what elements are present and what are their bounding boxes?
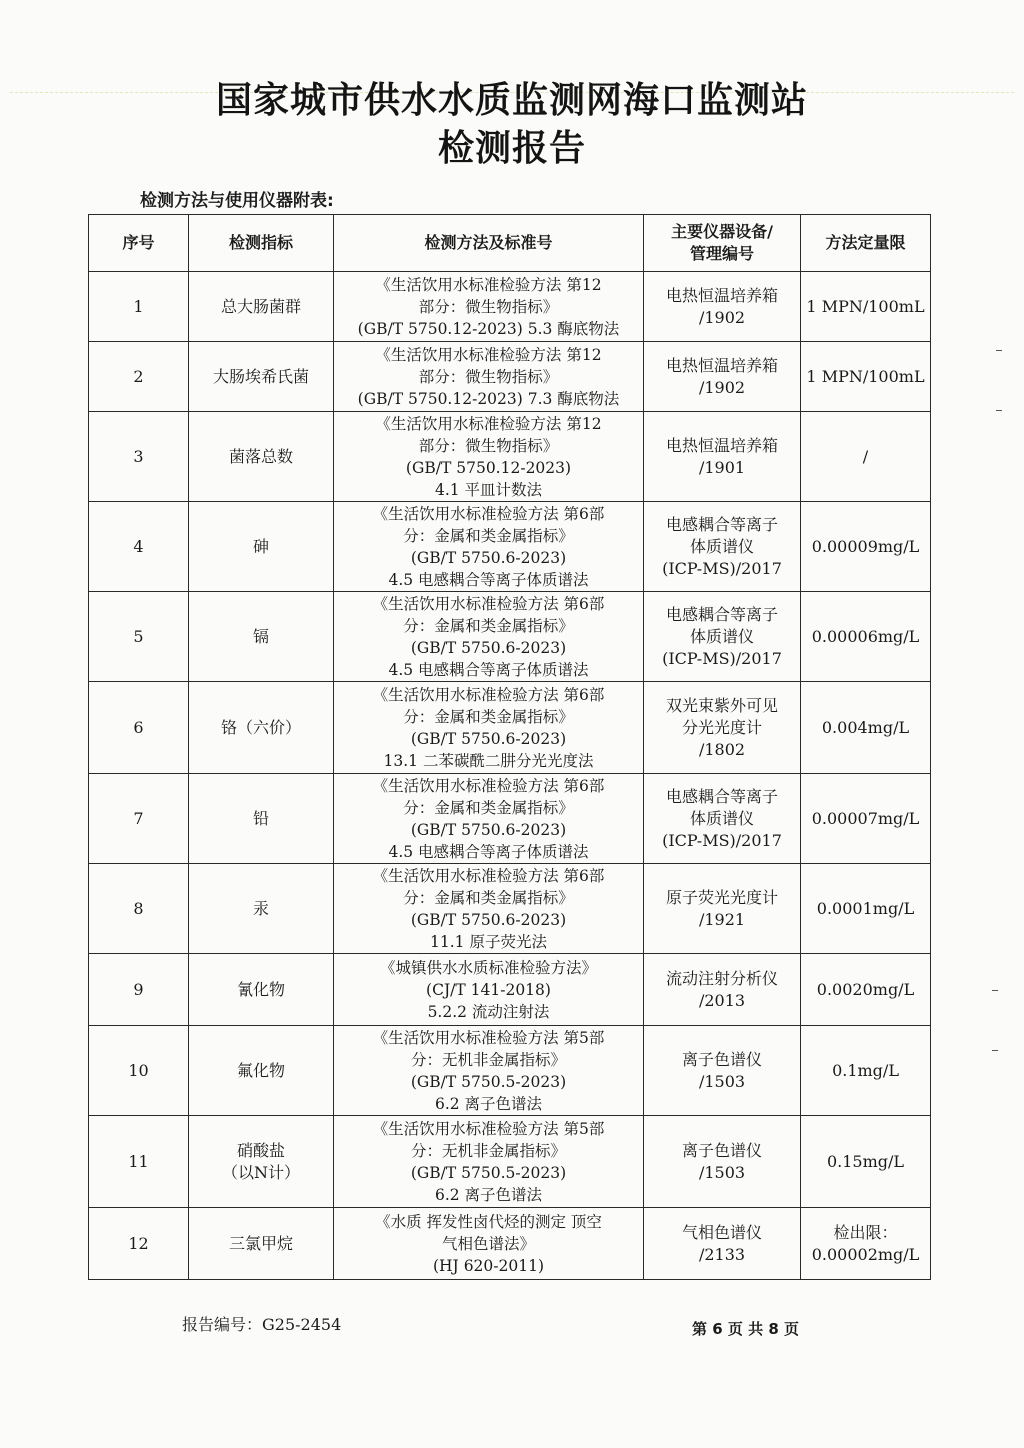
table-row — [89, 592, 931, 682]
appendix-caption: 检测方法与使用仪器附表: — [140, 191, 334, 211]
method-standard: 《生活饮用水标准检验方法 第5部 分：无机非金属指标》 (GB/T 5750.5-2023) 6.2 离子色谱法 — [334, 1116, 644, 1208]
quantitation-limit: 0.00007mg/L — [801, 774, 931, 864]
instrument-id: 电热恒温培养箱 /1902 — [644, 272, 801, 342]
quantitation-limit: 0.0001mg/L — [801, 864, 931, 954]
indicator-name: 三氯甲烷 — [189, 1208, 334, 1280]
instrument-id: 电感耦合等离子 体质谱仪 (ICP-MS)/2017 — [644, 502, 801, 592]
report-title: 国家城市供水水质监测网海口监测站 — [215, 80, 808, 121]
table-row — [89, 272, 931, 342]
method-standard: 《生活饮用水标准检验方法 第12 部分：微生物指标》 (GB/T 5750.12-2023) 4.1 平皿计数法 — [334, 412, 644, 502]
scan-speck — [992, 990, 998, 991]
report-subtitle-heading: 检测报告 — [437, 128, 586, 169]
col-header-no: 序号 — [89, 215, 189, 272]
row-number: 1 — [89, 272, 189, 342]
table-header-row — [89, 215, 931, 272]
scan-speck — [996, 350, 1002, 351]
instrument-id: 电热恒温培养箱 /1901 — [644, 412, 801, 502]
row-number: 9 — [89, 954, 189, 1026]
table-row — [89, 954, 931, 1026]
method-standard: 《生活饮用水标准检验方法 第6部 分：金属和类金属指标》 (GB/T 5750.6-2023) 11.1 原子荧光法 — [334, 864, 644, 954]
table-row — [89, 682, 931, 774]
quantitation-limit: 0.00006mg/L — [801, 592, 931, 682]
table-row — [89, 342, 931, 412]
col-header-indicator: 检测指标 — [189, 215, 334, 272]
row-number: 8 — [89, 864, 189, 954]
quantitation-limit: 检出限： 0.00002mg/L — [801, 1208, 931, 1280]
instrument-id: 原子荧光光度计 /1921 — [644, 864, 801, 954]
page-number: 第 6 页 共 8 页 — [692, 1320, 799, 1338]
table-row — [89, 502, 931, 592]
quantitation-limit: 0.00009mg/L — [801, 502, 931, 592]
table-row — [89, 774, 931, 864]
quantitation-limit: 1 MPN/100mL — [801, 272, 931, 342]
quantitation-limit: 0.004mg/L — [801, 682, 931, 774]
quantitation-limit: 0.0020mg/L — [801, 954, 931, 1026]
indicator-name: 铅 — [189, 774, 334, 864]
row-number: 5 — [89, 592, 189, 682]
report-number: 报告编号：G25-2454 — [182, 1315, 342, 1334]
scan-speck — [996, 410, 1002, 411]
method-standard: 《水质 挥发性卤代烃的测定 顶空 气相色谱法》 (HJ 620-2011) — [334, 1208, 644, 1280]
col-header-instrument: 主要仪器设备/ 管理编号 — [644, 215, 801, 272]
row-number: 12 — [89, 1208, 189, 1280]
indicator-name: 大肠埃希氏菌 — [189, 342, 334, 412]
instrument-id: 离子色谱仪 /1503 — [644, 1026, 801, 1116]
method-standard: 《生活饮用水标准检验方法 第12 部分：微生物指标》 (GB/T 5750.12-2023) 7.3 酶底物法 — [334, 342, 644, 412]
row-number: 11 — [89, 1116, 189, 1208]
col-header-limit: 方法定量限 — [801, 215, 931, 272]
indicator-name: 砷 — [189, 502, 334, 592]
method-standard: 《生活饮用水标准检验方法 第5部 分：无机非金属指标》 (GB/T 5750.5-2023) 6.2 离子色谱法 — [334, 1026, 644, 1116]
quantitation-limit: 0.1mg/L — [801, 1026, 931, 1116]
instrument-id: 流动注射分析仪 /2013 — [644, 954, 801, 1026]
table-row — [89, 1208, 931, 1280]
instrument-id: 离子色谱仪 /1503 — [644, 1116, 801, 1208]
table-row — [89, 1026, 931, 1116]
indicator-name: 镉 — [189, 592, 334, 682]
method-standard: 《生活饮用水标准检验方法 第6部 分：金属和类金属指标》 (GB/T 5750.6-2023) 13.1 二苯碳酰二肼分光光度法 — [334, 682, 644, 774]
row-number: 10 — [89, 1026, 189, 1116]
col-header-method: 检测方法及标准号 — [334, 215, 644, 272]
indicator-name: 铬（六价） — [189, 682, 334, 774]
instrument-id: 电感耦合等离子 体质谱仪 (ICP-MS)/2017 — [644, 774, 801, 864]
instrument-id: 电感耦合等离子 体质谱仪 (ICP-MS)/2017 — [644, 592, 801, 682]
quantitation-limit: 0.15mg/L — [801, 1116, 931, 1208]
indicator-name: 氟化物 — [189, 1026, 334, 1116]
indicator-name: 汞 — [189, 864, 334, 954]
table-row — [89, 864, 931, 954]
table-row — [89, 1116, 931, 1208]
indicator-name: 菌落总数 — [189, 412, 334, 502]
method-standard: 《生活饮用水标准检验方法 第6部 分：金属和类金属指标》 (GB/T 5750.6-2023) 4.5 电感耦合等离子体质谱法 — [334, 592, 644, 682]
method-standard: 《城镇供水水质标准检验方法》 (CJ/T 141-2018) 5.2.2 流动注射法 — [334, 954, 644, 1026]
instrument-id: 电热恒温培养箱 /1902 — [644, 342, 801, 412]
indicator-name: 氰化物 — [189, 954, 334, 1026]
method-standard: 《生活饮用水标准检验方法 第6部 分：金属和类金属指标》 (GB/T 5750.6-2023) 4.5 电感耦合等离子体质谱法 — [334, 502, 644, 592]
instrument-id: 双光束紫外可见 分光光度计 /1802 — [644, 682, 801, 774]
indicator-name: 硝酸盐 （以N计） — [189, 1116, 334, 1208]
quantitation-limit: / — [801, 412, 931, 502]
method-standard: 《生活饮用水标准检验方法 第12 部分：微生物指标》 (GB/T 5750.12-2023) 5.3 酶底物法 — [334, 272, 644, 342]
methods-table — [88, 214, 931, 1280]
table-row — [89, 412, 931, 502]
row-number: 6 — [89, 682, 189, 774]
row-number: 3 — [89, 412, 189, 502]
row-number: 7 — [89, 774, 189, 864]
row-number: 2 — [89, 342, 189, 412]
indicator-name: 总大肠菌群 — [189, 272, 334, 342]
method-standard: 《生活饮用水标准检验方法 第6部 分：金属和类金属指标》 (GB/T 5750.6-2023) 4.5 电感耦合等离子体质谱法 — [334, 774, 644, 864]
row-number: 4 — [89, 502, 189, 592]
scan-speck — [992, 1050, 998, 1051]
quantitation-limit: 1 MPN/100mL — [801, 342, 931, 412]
instrument-id: 气相色谱仪 /2133 — [644, 1208, 801, 1280]
